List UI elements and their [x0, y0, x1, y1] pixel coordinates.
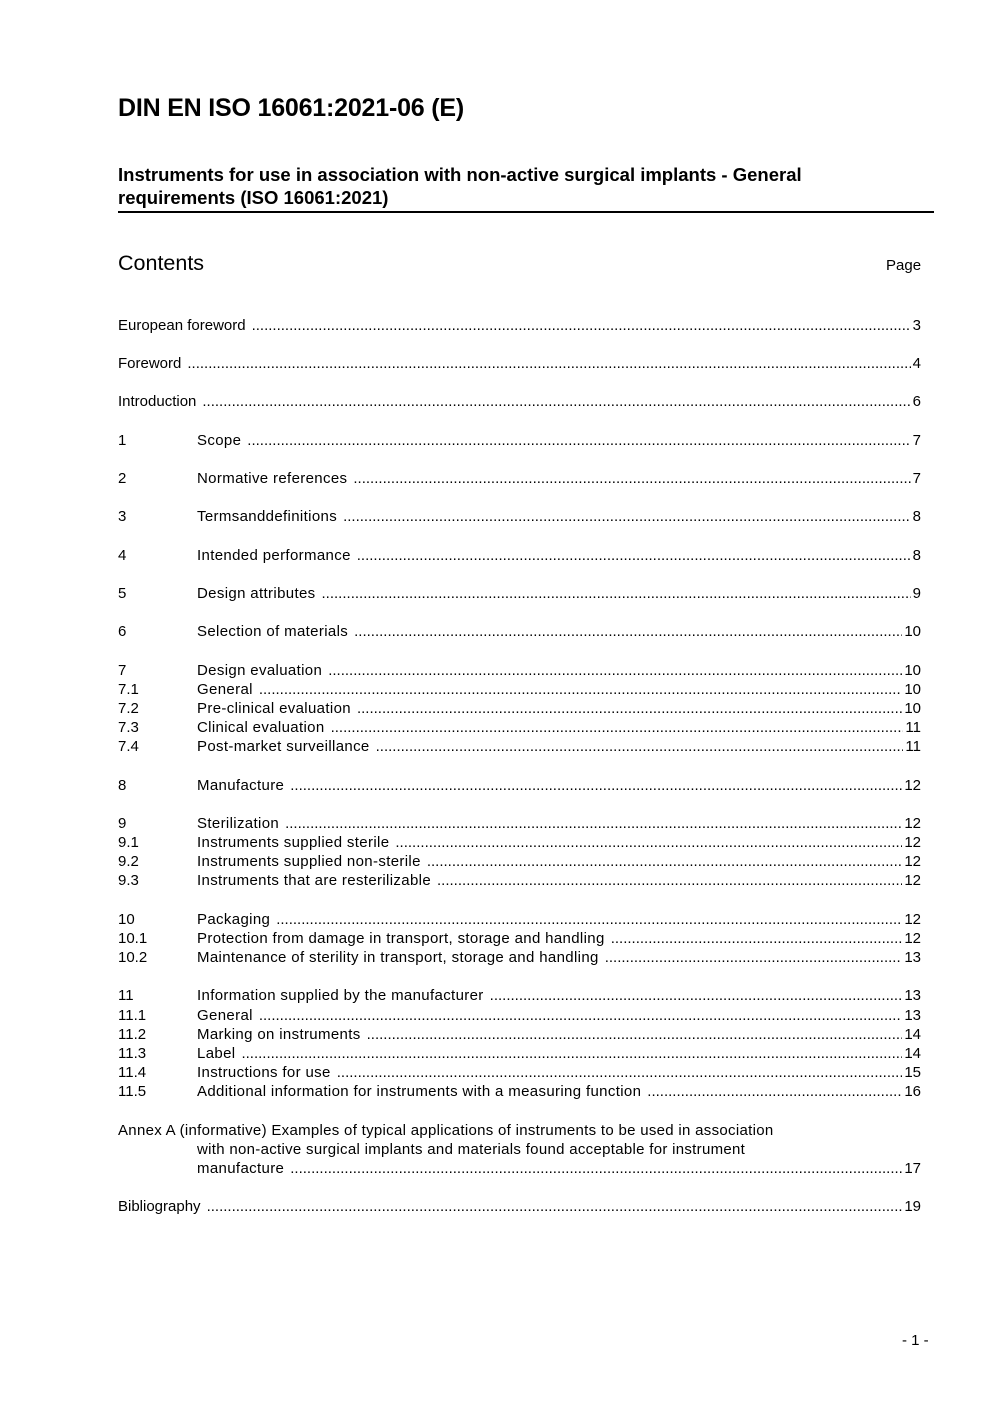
toc-entry-title: Instruments supplied non-sterile	[197, 853, 421, 870]
toc-entry-page: 16	[904, 1083, 921, 1100]
toc-entry-number: 11	[118, 987, 134, 1004]
toc-entry-title: Termsanddefinitions	[197, 508, 338, 525]
toc-entry-title: Foreword	[118, 355, 182, 372]
toc-entry-number: 9.1	[118, 834, 139, 851]
toc-leader-dots	[259, 680, 902, 699]
toc-entry-page: 15	[904, 1064, 921, 1081]
toc-entry-number: 11.2	[118, 1026, 147, 1043]
toc-entry-title: General	[197, 681, 253, 698]
toc-entry[interactable]	[118, 699, 921, 718]
toc-entry[interactable]	[118, 718, 921, 737]
toc-entry[interactable]	[118, 852, 921, 871]
toc-entry[interactable]	[118, 737, 921, 756]
page-column-label: Page	[886, 257, 922, 274]
toc-entry-title: Introduction	[118, 393, 197, 410]
toc-entry-page: 12	[904, 777, 921, 794]
toc-entry-title: Pre-clinical evaluation	[197, 700, 351, 717]
toc-leader-dots	[207, 1197, 903, 1216]
toc-entry-title: Label	[197, 1045, 236, 1062]
toc-entry-page: 10	[904, 681, 921, 698]
toc-entry-number: 8	[118, 777, 127, 794]
toc-entry-number: 6	[118, 623, 127, 640]
page-number: - 1 -	[902, 1332, 929, 1349]
toc-entry[interactable]	[118, 814, 921, 833]
toc-entry-title: Packaging	[197, 911, 271, 928]
toc-entry-number: 5	[118, 585, 127, 602]
toc-leader-dots	[367, 1025, 903, 1044]
toc-entry-title: European foreword	[118, 317, 246, 334]
toc-entry-title: Instruments supplied sterile	[197, 834, 390, 851]
toc-entry-page: 12	[904, 815, 921, 832]
toc-entry-title: Scope	[197, 432, 242, 449]
toc-entry-page: 7	[912, 432, 921, 449]
toc-entry-title: Instructions for use	[197, 1064, 331, 1081]
toc-leader-dots	[290, 1159, 902, 1178]
toc-entry[interactable]	[118, 986, 921, 1005]
toc-entry[interactable]	[118, 546, 921, 565]
toc-leader-dots	[343, 507, 911, 526]
toc-entry-number: 4	[118, 547, 127, 564]
toc-entry[interactable]	[118, 1006, 921, 1025]
toc-entry-title: Instruments that are resterilizable	[197, 872, 432, 889]
toc-leader-dots	[276, 910, 902, 929]
toc-leader-dots	[331, 718, 904, 737]
toc-entry-page: 12	[904, 853, 921, 870]
toc-entry[interactable]	[118, 622, 921, 641]
toc-entry-title: Manufacture	[197, 777, 285, 794]
toc-entry-number: 11.1	[118, 1007, 147, 1024]
toc-leader-dots	[395, 833, 902, 852]
toc-entry-annex-a[interactable]	[197, 1159, 921, 1178]
toc-entry[interactable]	[118, 507, 921, 526]
toc-entry-page: 12	[904, 930, 921, 947]
toc-entry-page: 12	[904, 872, 921, 889]
toc-entry-page: 10	[904, 662, 921, 679]
toc-entry-page: 13	[904, 987, 921, 1004]
toc-entry-bibliography[interactable]	[118, 1197, 921, 1216]
toc-entry-number: 11.4	[118, 1064, 147, 1081]
toc-leader-dots	[611, 929, 903, 948]
toc-leader-dots	[337, 1063, 903, 1082]
toc-entry-title: General	[197, 1007, 253, 1024]
toc-entry[interactable]	[118, 1044, 921, 1063]
toc-entry-page: 10	[904, 623, 921, 640]
toc-entry-number: 11.3	[118, 1045, 147, 1062]
toc-entry[interactable]	[118, 661, 921, 680]
toc-entry[interactable]	[118, 354, 921, 373]
toc-entry-page: 7	[912, 470, 921, 487]
toc-entry-page: 17	[904, 1160, 921, 1177]
toc-entry-page: 4	[912, 355, 921, 372]
toc-entry-page: 3	[912, 317, 921, 334]
toc-entry-number: 9.2	[118, 853, 139, 870]
toc-entry-page: 13	[904, 1007, 921, 1024]
toc-leader-dots	[187, 354, 910, 373]
toc-entry-page: 8	[912, 508, 921, 525]
toc-leader-dots	[427, 852, 903, 871]
toc-entry[interactable]	[118, 910, 921, 929]
toc-entry-number: 9.3	[118, 872, 139, 889]
annex-a-title-line-1[interactable]: Annex A (informative) Examples of typical applications of instruments to be used in association	[118, 1122, 774, 1139]
toc-entry-page: 6	[912, 393, 921, 410]
toc-entry-page: 11	[905, 719, 921, 736]
toc-leader-dots	[252, 316, 911, 335]
toc-entry-number: 7.3	[118, 719, 139, 736]
toc-entry-title: Selection of materials	[197, 623, 349, 640]
toc-leader-dots	[437, 871, 902, 890]
toc-entry-title: Bibliography	[118, 1198, 201, 1215]
document-id: DIN EN ISO 16061:2021-06 (E)	[118, 94, 464, 122]
toc-entry[interactable]	[118, 833, 921, 852]
toc-entry-number: 2	[118, 470, 127, 487]
toc-entry-page: 19	[904, 1198, 921, 1215]
toc-entry-title: Post-market surveillance	[197, 738, 370, 755]
toc-entry[interactable]	[118, 469, 921, 488]
toc-entry[interactable]	[118, 948, 921, 967]
toc-entry-number: 3	[118, 508, 127, 525]
toc-entry-number: 10.2	[118, 949, 148, 966]
toc-entry-number: 1	[118, 432, 127, 449]
toc-entry-page: 14	[904, 1045, 921, 1062]
toc-entry-page: 11	[905, 738, 921, 755]
toc-entry-number: 7.1	[118, 681, 139, 698]
toc-leader-dots	[647, 1082, 902, 1101]
toc-entry[interactable]	[118, 680, 921, 699]
contents-heading: Contents	[118, 251, 205, 275]
subtitle-line-2: requirements (ISO 16061:2021)	[118, 187, 389, 208]
toc-entry-page: 9	[912, 585, 921, 602]
toc-entry-title: Sterilization	[197, 815, 280, 832]
toc-entry[interactable]	[118, 392, 921, 411]
toc-entry-number: 10	[118, 911, 135, 928]
toc-entry[interactable]	[118, 584, 921, 603]
toc-entry[interactable]	[118, 431, 921, 450]
toc-entry[interactable]	[118, 1063, 921, 1082]
toc-entry-title: Marking on instruments	[197, 1026, 361, 1043]
toc-leader-dots	[322, 584, 911, 603]
toc-leader-dots	[357, 546, 911, 565]
toc-leader-dots	[376, 737, 904, 756]
toc-entry-page: 10	[904, 700, 921, 717]
toc-entry-number: 7.4	[118, 738, 139, 755]
toc-entry-title: Protection from damage in transport, storage and handling	[197, 930, 605, 947]
toc-entry-page: 12	[904, 834, 921, 851]
subtitle-line-1: Instruments for use in association with non-active surgical implants - General	[118, 164, 802, 185]
toc-entry-number: 9	[118, 815, 127, 832]
toc-leader-dots	[241, 1044, 902, 1063]
toc-leader-dots	[353, 469, 910, 488]
toc-leader-dots	[605, 948, 903, 967]
toc-leader-dots	[290, 776, 902, 795]
toc-entry-title: Design evaluation	[197, 662, 323, 679]
toc-entry-title: Information supplied by the manufacturer	[197, 987, 484, 1004]
toc-entry-number: 10.1	[118, 930, 148, 947]
toc-leader-dots	[354, 622, 902, 641]
toc-entry[interactable]	[118, 871, 921, 890]
toc-leader-dots	[202, 392, 910, 411]
toc-entry-page: 13	[904, 949, 921, 966]
annex-a-title-line-2[interactable]: with non-active surgical implants and materials found acceptable for instrument	[197, 1141, 746, 1158]
toc-entry-number: 11.5	[118, 1083, 147, 1100]
toc-leader-dots	[247, 431, 910, 450]
toc-entry[interactable]	[118, 776, 921, 795]
toc-leader-dots	[490, 986, 903, 1005]
toc-entry-page: 8	[912, 547, 921, 564]
toc-entry-title: Intended performance	[197, 547, 351, 564]
document-subtitle	[118, 163, 934, 213]
toc-entry-number: 7.2	[118, 700, 139, 717]
toc-entry[interactable]	[118, 316, 921, 335]
toc-entry-page: 12	[904, 911, 921, 928]
toc-entry[interactable]	[118, 1025, 921, 1044]
toc-entry-number: 7	[118, 662, 127, 679]
toc-entry-title: Normative references	[197, 470, 348, 487]
toc-leader-dots	[259, 1006, 902, 1025]
toc-leader-dots	[285, 814, 902, 833]
toc-entry-title: Design attributes	[197, 585, 316, 602]
toc-entry-title: Maintenance of sterility in transport, storage and handling	[197, 949, 599, 966]
toc-entry-page: 14	[904, 1026, 921, 1043]
toc-entry[interactable]	[118, 929, 921, 948]
toc-leader-dots	[357, 699, 902, 718]
toc-leader-dots	[328, 661, 902, 680]
toc-entry-title: manufacture	[197, 1160, 285, 1177]
toc-entry[interactable]	[118, 1082, 921, 1101]
toc-entry-title: Additional information for instruments with a measuring function	[197, 1083, 642, 1100]
toc-entry-title: Clinical evaluation	[197, 719, 325, 736]
